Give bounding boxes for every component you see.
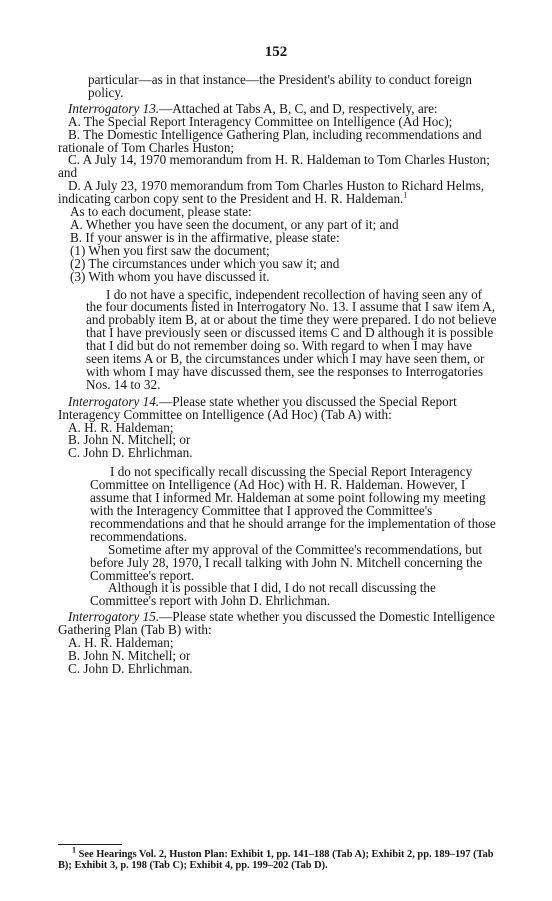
question-b-1: (1) When you first saw the document; — [70, 242, 270, 258]
interrogatory-14-text: —Please state whether you discussed the Special Report Interagency Committee on Intelligence (Ad Hoc) (Tab A) with: — [58, 393, 457, 422]
interrogatory-14-label: Interrogatory 14. — [68, 393, 160, 409]
tab-a-item: A. The Special Report Interagency Committee on Intelligence (Ad Hoc); — [68, 113, 453, 129]
tab-b-item: B. The Domestic Intelligence Gathering Plan, including recommendations and rationale of Tom Charles Huston; — [58, 126, 482, 155]
response-14-paragraph-1: I do not specifically recall discussing the Special Report Interagency Committee on Intelligence (Ad Hoc) with H. R. Haldeman. However, I assume that I informed Mr. Haldeman at some point following my meeting with the Interagency Committee that I approved the Committee's recommendations and that he should arrange for the implementation of those recommendations. — [90, 464, 496, 544]
footnote-marker: 1 — [72, 845, 76, 855]
footnote-reference: 1 — [403, 190, 408, 200]
question-b: B. If your answer is in the affirmative, please state: — [70, 229, 340, 245]
person-b-15: B. John N. Mitchell; or — [68, 647, 191, 663]
interrogatory-15-label: Interrogatory 15. — [68, 609, 160, 625]
paragraph-continuation: particular—as in that instance—the President's ability to conduct foreign policy. — [88, 72, 472, 100]
footnote-divider — [58, 844, 122, 845]
question-b-2: (2) The circumstances under which you saw it; and — [70, 255, 340, 271]
question-intro: As to each document, please state: — [70, 204, 252, 220]
footnote-text-line — [58, 845, 498, 871]
person-a-15: A. H. R. Haldeman; — [68, 635, 174, 651]
response-14 — [58, 460, 498, 608]
person-a: A. H. R. Haldeman; — [68, 419, 174, 435]
interrogatory-15 — [58, 611, 498, 637]
person-c: C. John D. Ehrlichman. — [68, 445, 193, 461]
tab-c-item: C. A July 14, 1970 memorandum from H. R. Haldeman to Tom Charles Huston; and — [58, 152, 490, 181]
interrogatory-15-text: —Please state whether you discussed the Domestic Intelligence Gathering Plan (Tab B) with: — [58, 609, 495, 638]
question-a: A. Whether you have seen the document, or any part of it; and — [70, 216, 399, 232]
interrogatory-13-text: —Attached at Tabs A, B, C, and D, respectively, are: — [159, 100, 438, 116]
footnote-text: See Hearings Vol. 2, Huston Plan: Exhibit 1, pp. 141–188 (Tab A); Exhibit 2, pp. 189–197 (Tab B); Exhibit 3, p. 198 (Tab C); Exhibit 4, pp. 199–202 (Tab D). — [58, 849, 494, 871]
response-14-paragraph-2: Sometime after my approval of the Committee's recommendations, but before July 28, 1970, I recall talking with John N. Mitchell concerning the Committee's report. — [90, 541, 483, 583]
tab-d-text: D. A July 23, 1970 memorandum from Tom Charles Huston to Richard Helms, indicating carbon copy sent to the President and H. R. Haldeman. — [58, 178, 485, 207]
response-13-text: I do not have a specific, independent recollection of having seen any of the four documents listed in Interrogatory No. 13. I assume that I saw item A, and probably item B, at or about the time they were prepared. I do not believe that I have previously seen or discussed items C and D although it is possible that I did but do not remember doing so. With regard to when I may have seen items A or B, the circumstances under which I may have seen them, or with whom I may have discussed them, see the responses to Interrogatories Nos. 14 to 32. — [86, 286, 497, 392]
person-c-15: C. John D. Ehrlichman. — [68, 660, 193, 676]
interrogatory-13-label: Interrogatory 13. — [68, 100, 160, 116]
person-b: B. John N. Mitchell; or — [68, 432, 191, 448]
question-b-3: (3) With whom you have discussed it. — [70, 268, 270, 284]
footnote — [58, 845, 498, 871]
response-13 — [58, 284, 498, 392]
interrogatory-14 — [58, 393, 498, 422]
tab-d-item — [58, 180, 498, 206]
response-14-paragraph-3: Although it is possible that I did, I do not recall discussing the Committee's report with John D. Ehrlichman. — [90, 580, 436, 609]
body-text — [58, 74, 498, 676]
question-list — [58, 206, 498, 283]
page-number: 152 — [264, 44, 288, 60]
